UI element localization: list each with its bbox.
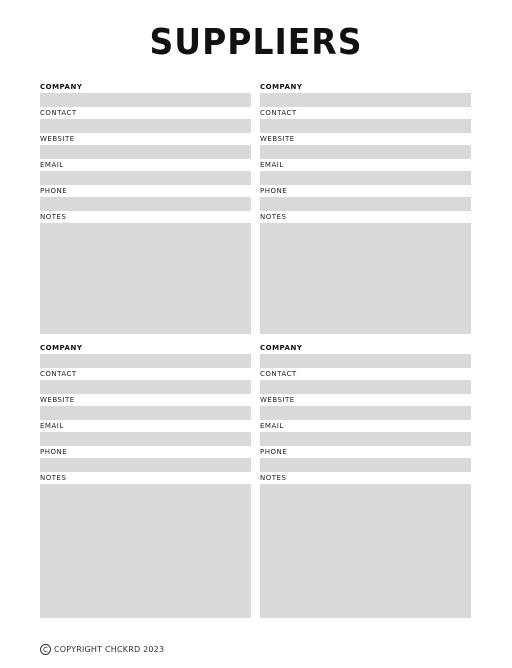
supplier-card xyxy=(40,82,251,334)
phone-label: PHONE xyxy=(260,187,288,195)
page-title: SUPPLIERS xyxy=(149,20,363,63)
contact-label: CONTACT xyxy=(260,370,297,378)
company-field[interactable] xyxy=(40,354,251,368)
website-field[interactable] xyxy=(260,145,471,159)
email-field[interactable] xyxy=(260,432,471,446)
notes-field[interactable] xyxy=(40,484,251,618)
website-label: WEBSITE xyxy=(260,135,295,143)
contact-field[interactable] xyxy=(40,380,251,394)
notes-field[interactable] xyxy=(260,223,471,334)
website-label: WEBSITE xyxy=(260,396,295,404)
contact-label: CONTACT xyxy=(40,109,77,117)
website-label: WEBSITE xyxy=(40,135,75,143)
supplier-card xyxy=(40,343,251,618)
email-label: EMAIL xyxy=(260,161,284,169)
copyright-text: COPYRIGHT CHCKRD 2023 xyxy=(54,645,165,654)
notes-field[interactable] xyxy=(260,484,471,618)
website-label: WEBSITE xyxy=(40,396,75,404)
notes-label: NOTES xyxy=(40,474,67,482)
contact-field[interactable] xyxy=(260,119,471,133)
contact-label: CONTACT xyxy=(40,370,77,378)
copyright-icon: C xyxy=(40,644,51,655)
supplier-card xyxy=(260,343,471,618)
phone-field[interactable] xyxy=(40,458,251,472)
contact-field[interactable] xyxy=(40,119,251,133)
email-field[interactable] xyxy=(40,171,251,185)
supplier-card xyxy=(260,82,471,334)
email-label: EMAIL xyxy=(260,422,284,430)
phone-field[interactable] xyxy=(260,458,471,472)
notes-label: NOTES xyxy=(40,213,67,221)
email-label: EMAIL xyxy=(40,422,64,430)
phone-field[interactable] xyxy=(260,197,471,211)
company-field[interactable] xyxy=(260,354,471,368)
notes-field[interactable] xyxy=(40,223,251,334)
notes-label: NOTES xyxy=(260,474,287,482)
contact-field[interactable] xyxy=(260,380,471,394)
footer xyxy=(40,644,164,655)
company-field[interactable] xyxy=(40,93,251,107)
phone-label: PHONE xyxy=(260,448,288,456)
phone-label: PHONE xyxy=(40,448,68,456)
email-field[interactable] xyxy=(40,432,251,446)
phone-label: PHONE xyxy=(40,187,68,195)
notes-label: NOTES xyxy=(260,213,287,221)
website-field[interactable] xyxy=(40,406,251,420)
company-label: COMPANY xyxy=(40,83,83,91)
company-label: COMPANY xyxy=(40,344,83,352)
website-field[interactable] xyxy=(260,406,471,420)
company-label: COMPANY xyxy=(260,83,303,91)
website-field[interactable] xyxy=(40,145,251,159)
email-field[interactable] xyxy=(260,171,471,185)
company-label: COMPANY xyxy=(260,344,303,352)
email-label: EMAIL xyxy=(40,161,64,169)
phone-field[interactable] xyxy=(40,197,251,211)
contact-label: CONTACT xyxy=(260,109,297,117)
company-field[interactable] xyxy=(260,93,471,107)
